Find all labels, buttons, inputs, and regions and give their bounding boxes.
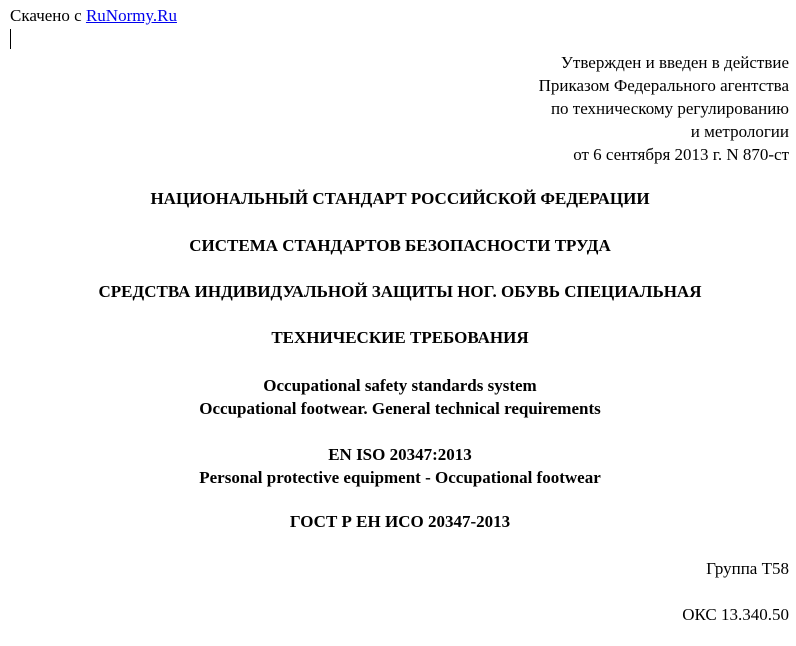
approval-line: от 6 сентября 2013 г. N 870-ст: [573, 145, 789, 164]
approval-block: [539, 51, 789, 166]
iso-code: EN ISO 20347:2013: [328, 445, 472, 464]
iso-title: Personal protective equipment - Occupational footwear: [199, 468, 601, 487]
source-line: [10, 6, 177, 26]
system-title: СИСТЕМА СТАНДАРТОВ БЕЗОПАСНОСТИ ТРУДА: [189, 236, 611, 255]
group-code: Группа Т58: [706, 559, 789, 578]
iso-block: [0, 443, 796, 489]
english-titles: [0, 374, 796, 420]
approval-line: Утвержден и введен в действие: [560, 53, 789, 72]
source-link[interactable]: RuNormy.Ru: [85, 6, 177, 25]
source-prefix: Скачено с: [10, 6, 86, 25]
subject-title: СРЕДСТВА ИНДИВИДУАЛЬНОЙ ЗАЩИТЫ НОГ. ОБУВЬ СПЕЦИАЛЬНАЯ: [98, 282, 702, 301]
english-title-line: Occupational safety standards system: [263, 376, 537, 395]
text-cursor: [10, 29, 11, 49]
approval-line: Приказом Федерального агентства: [538, 76, 789, 95]
approval-line: и метрологии: [690, 122, 789, 141]
english-title-line: Occupational footwear. General technical requirements: [199, 399, 601, 418]
requirements-title: ТЕХНИЧЕСКИЕ ТРЕБОВАНИЯ: [271, 328, 529, 347]
approval-line: по техническому регулированию: [550, 99, 789, 118]
oks-code: ОКС 13.340.50: [682, 605, 789, 624]
gost-code: ГОСТ Р ЕН ИСО 20347-2013: [289, 512, 511, 531]
standard-type-title: НАЦИОНАЛЬНЫЙ СТАНДАРТ РОССИЙСКОЙ ФЕДЕРАЦИИ: [150, 189, 650, 208]
